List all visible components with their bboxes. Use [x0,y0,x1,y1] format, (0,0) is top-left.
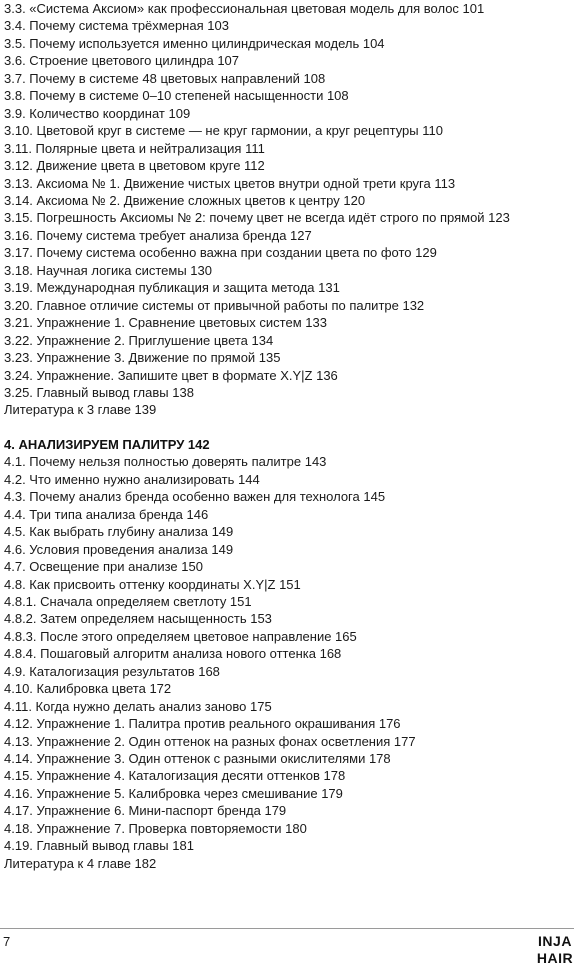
toc-entry: 4.16. Упражнение 5. Калибровка через смешивание 179 [4,785,343,801]
toc-entry: 3.23. Упражнение 3. Движение по прямой 135 [4,350,281,366]
toc-entry: 4.8. Как присвоить оттенку координаты X.Y|Z 151 [4,576,301,592]
toc-entry: 4.17. Упражнение 6. Мини-паспорт бренда 179 [4,803,287,819]
toc-entry: Литература к 3 главе 139 [4,402,157,418]
toc-entry: 3.5. Почему используется именно цилиндрическая модель 104 [4,35,385,51]
toc-entry: 4.9. Каталогизация результатов 168 [4,663,220,679]
toc-entry: 4.8.4. Пошаговый алгоритм анализа нового оттенка 168 [4,646,342,662]
toc-entry: 3.14. Аксиома № 2. Движение сложных цветов к центру 120 [4,192,366,208]
toc-entry: 3.9. Количество координат 109 [4,105,191,121]
toc-entry: 4.8.3. После этого определяем цветовое направление 165 [4,628,357,644]
toc-entry: 3.19. Международная публикация и защита метода 131 [4,280,340,296]
page-number: 7 [3,934,11,949]
toc-entry: 3.25. Главный вывод главы 138 [4,384,194,400]
toc-entry: 4.11. Когда нужно делать анализ заново 175 [4,698,272,714]
toc-entry: 4.12. Упражнение 1. Палитра против реального окрашивания 176 [4,716,401,732]
brand-logo [534,930,576,966]
section-gap [4,419,574,436]
toc-entry: 3.24. Упражнение. Запишите цвет в формате X.Y|Z 136 [4,367,338,383]
toc-entry: 3.17. Почему система особенно важна при создании цвета по фото 129 [4,245,437,261]
toc-entry: 4.18. Упражнение 7. Проверка повторяемости 180 [4,820,307,836]
logo-text-top: INJA [538,933,572,949]
toc-entry: 3.10. Цветовой круг в системе — не круг гармонии, а круг рецептуры 110 [4,123,443,139]
toc-entry: 4.10. Калибровка цвета 172 [4,681,172,697]
toc-entry: 4.19. Главный вывод главы 181 [4,838,194,854]
toc-entry: 3.12. Движение цвета в цветовом круге 112 [4,158,265,174]
toc-entry: 3.11. Полярные цвета и нейтрализация 111 [4,140,265,156]
toc-entry: 3.4. Почему система трёхмерная 103 [4,18,229,34]
footer-divider [0,928,574,929]
chapter-4-heading: 4. АНАЛИЗИРУЕМ ПАЛИТРУ 142 [4,436,210,452]
toc-entry: 4.1. Почему нельзя полностью доверять палитре 143 [4,454,327,470]
toc-entry: 3.8. Почему в системе 0–10 степеней насыщенности 108 [4,88,349,104]
toc-entry: 3.3. «Система Аксиом» как профессиональная цветовая модель для волос 101 [4,1,485,16]
toc-entry: 3.22. Упражнение 2. Приглушение цвета 134 [4,332,274,348]
toc-entry: 4.2. Что именно нужно анализировать 144 [4,471,260,487]
toc-entry: 4.6. Условия проведения анализа 149 [4,541,234,557]
toc-entry: Литература к 4 главе 182 [4,855,157,871]
toc-entry: 4.5. Как выбрать глубину анализа 149 [4,524,234,540]
toc-entry: 3.15. Погрешность Аксиомы № 2: почему цвет не всегда идёт строго по прямой 123 [4,210,510,226]
chapter-4-list [4,453,574,872]
toc-entry: 3.20. Главное отличие системы от привычной работы по палитре 132 [4,297,425,313]
toc-entry: 4.8.1. Сначала определяем светлоту 151 [4,593,252,609]
toc-entry: 4.15. Упражнение 4. Каталогизация десяти оттенков 178 [4,768,346,784]
toc-entry: 4.3. Почему анализ бренда особенно важен для технолога 145 [4,489,386,505]
toc-entry: 4.14. Упражнение 3. Один оттенок с разными окислителями 178 [4,751,391,767]
toc-entry: 3.18. Научная логика системы 130 [4,262,212,278]
logo-text-bottom: HAIR [536,950,574,966]
toc-entry: 3.6. Строение цветового цилиндра 107 [4,53,240,69]
toc-entry: 4.7. Освещение при анализе 150 [4,559,203,575]
toc-entry: 3.13. Аксиома № 1. Движение чистых цветов внутри одной трети круга 113 [4,175,456,191]
toc-entry: 3.21. Упражнение 1. Сравнение цветовых систем 133 [4,315,327,331]
toc-entry: 4.8.2. Затем определяем насыщенность 153 [4,611,272,627]
table-of-contents [4,0,574,872]
toc-entry: 4.13. Упражнение 2. Один оттенок на разных фонах осветления 177 [4,733,416,749]
chapter-3-list [4,0,574,419]
toc-entry: 4.4. Три типа анализа бренда 146 [4,506,209,522]
toc-entry: 3.16. Почему система требует анализа бренда 127 [4,227,312,243]
toc-entry: 3.7. Почему в системе 48 цветовых направлений 108 [4,70,326,86]
